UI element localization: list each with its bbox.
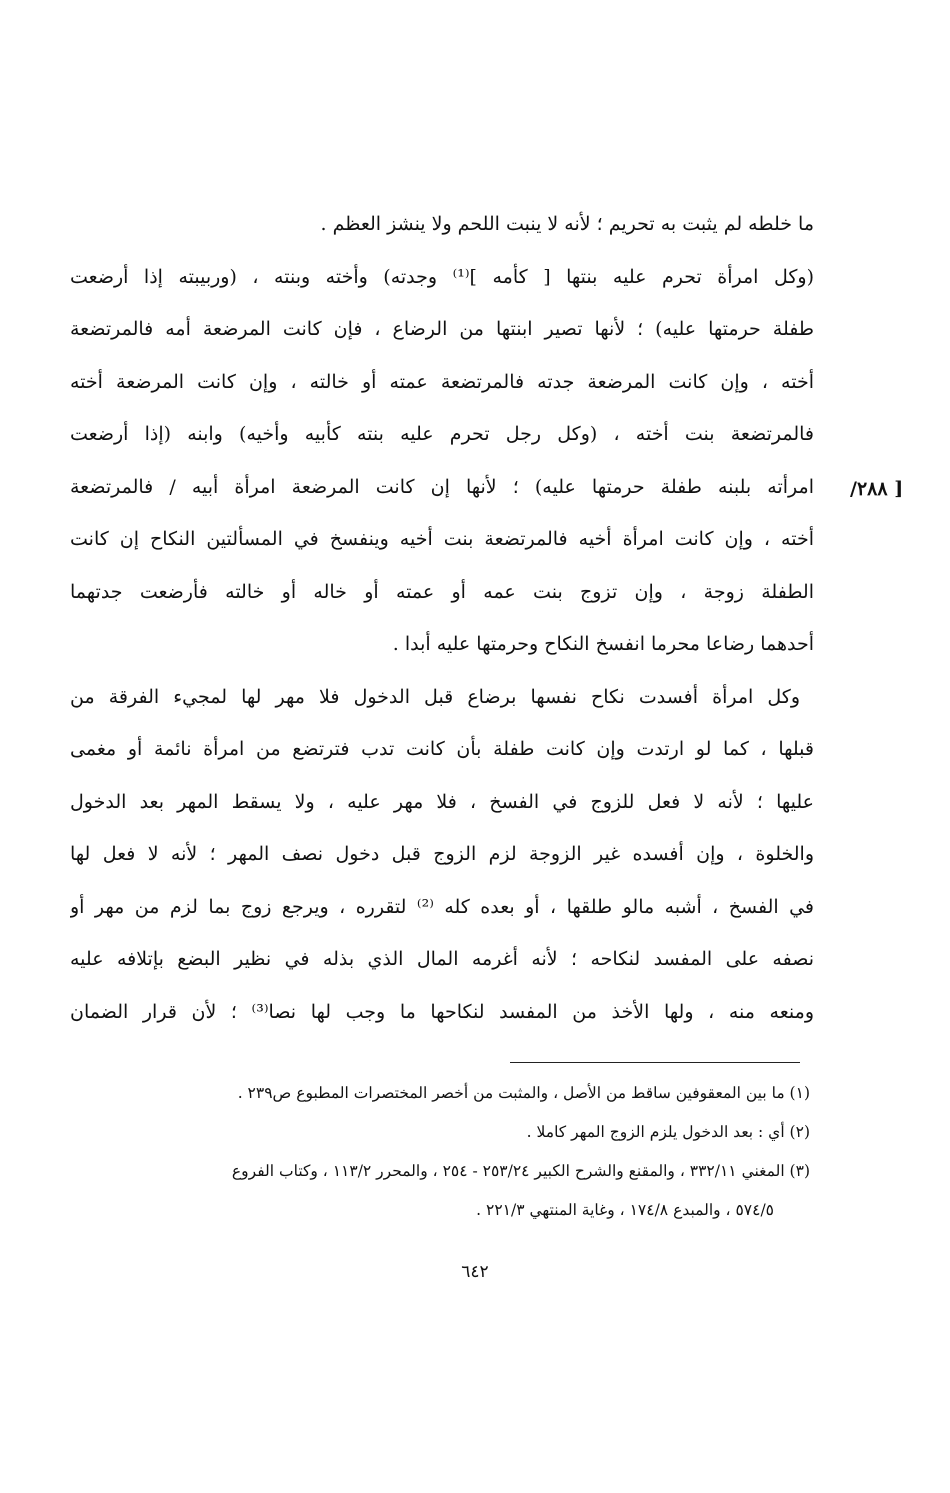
text-line: فالمرتضعة بنت أخته ، (وكل رجل تحرم عليه بنته كأبيه وأخيه) وابنه (إذا أرضعت	[70, 423, 814, 445]
text-line: طفلة حرمتها عليه) ؛ لأنها تصير ابنتها من الرضاع ، فإن كانت المرضعة أمه فالمرتضعة	[70, 318, 814, 340]
text-line: ومنعه منه ، ولها الأخذ من المفسد لنكاحها ما وجب لها نصا⁽³⁾ ؛ لأن قرار الضمان	[70, 1000, 814, 1023]
text-line: امرأته بلبنه طفلة حرمتها عليه) ؛ لأنها إن كانت المرضعة امرأة أبيه / فالمرتضعة	[70, 475, 814, 498]
footnote: (٢) أي : بعد الدخول يلزم الزوج المهر كاملا .	[526, 1123, 810, 1141]
text-line: قبلها ، كما لو ارتدت وإن كانت طفلة بأن كانت تدب فترتضع من امرأة نائمة أو مغمى	[70, 738, 814, 760]
text-line: أخته ، وإن كانت امرأة أخيه فالمرتضعة بنت أخيه وينفسخ في المسألتين النكاح إن كانت	[70, 528, 814, 550]
text-line: عليها ؛ لأنه لا فعل للزوج في الفسخ ، فلا مهر عليه ، ولا يسقط المهر بعد الدخول	[70, 790, 814, 813]
text-line: وكل امرأة أفسدت نكاح نفسها برضاع قبل الدخول فلا مهر لها لمجيء الفرقة من	[70, 685, 800, 708]
footnote-continuation: ٥٧٤/٥ ، والمبدع ١٧٤/٨ ، وغاية المنتهي ٢٢١/٣ .	[476, 1201, 774, 1219]
text-line: في الفسخ ، أشبه مالو طلقها ، أو بعده كله ⁽²⁾ لتقرره ، ويرجع زوج بما لزم من مهر أو	[70, 895, 814, 918]
text-line: ما خلطه لم يثبت به تحريم ؛ لأنه لا ينبت اللحم ولا ينشز العظم .	[320, 213, 814, 235]
text-line: (وكل امرأة تحرم عليه بنتها [ كأمه ]⁽¹⁾ وجدته) وأخته وبنته ، (وربيبته إذا أرضعت	[70, 265, 814, 288]
main-text	[70, 198, 814, 1038]
text-line: أخته ، وإن كانت المرضعة جدته فالمرتضعة عمته أو خالته ، وإن كانت المرضعة أخته	[70, 370, 814, 393]
manuscript-folio-marker: [ ٢٨٨/	[850, 478, 904, 500]
text-line: الطفلة زوجة ، وإن تزوج بنت عمه أو عمته أو خاله أو خالته فأرضعت جدتهما	[70, 580, 814, 603]
footnote-separator	[510, 1062, 800, 1063]
page-number: ٦٤٢	[461, 1262, 489, 1282]
text-line: أحدهما رضاعا محرما انفسخ النكاح وحرمتها عليه أبدا .	[392, 633, 814, 655]
text-line: نصفه على المفسد لنكاحه ؛ لأنه أغرمه المال الذي بذله في نظير البضع بإتلافه عليه	[70, 948, 814, 970]
footnote: (١) ما بين المعقوفين ساقط من الأصل ، والمثبت من أخصر المختصرات المطبوع ص٢٣٩ .	[237, 1084, 810, 1102]
text-line: والخلوة ، وإن أفسده غير الزوجة لزم الزوج قبل دخول نصف المهر ؛ لأنه لا فعل لها	[70, 843, 814, 865]
footnotes	[40, 1074, 810, 1230]
footnote: (٣) المغني ٣٣٢/١١ ، والمقنع والشرح الكبير ٢٥٣/٢٤ - ٢٥٤ ، والمحرر ١١٣/٢ ، وكتاب الفروع	[231, 1162, 810, 1180]
